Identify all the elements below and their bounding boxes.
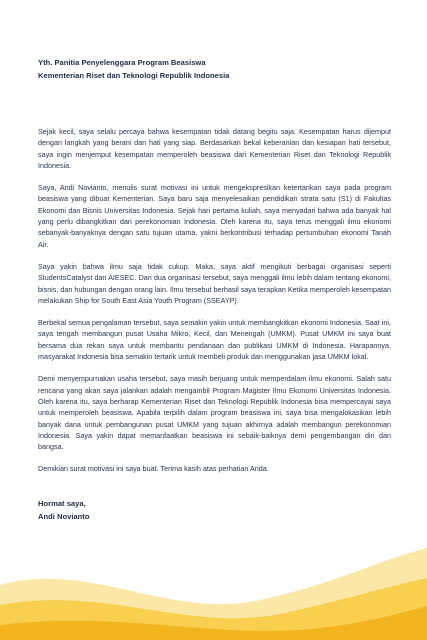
recipient-line-2: Kementerian Riset dan Teknologi Republik Indonesia xyxy=(38,71,230,80)
signer-name: Andi Novianto xyxy=(38,511,90,521)
letter-body xyxy=(38,56,391,523)
wave-light xyxy=(0,548,427,640)
paragraph-5: Demi menyempurnakan usaha tersebut, saya masih berjuang untuk memperdalam ilmu ekonomi. Salah satu rencana yang akan saya jalankan adalah mengambil Program Magister Ilmu Ekonomi Universitas Indonesia. Oleh karena itu, saya berharap Kementerian Riset dan Teknologi Republik Indonesia bisa mempercayai saya untuk memperoleh beasiswa. Apabila terpilih dalam program beasiswa ini, saya bisa mengalokasikan lebih banyak dana untuk pembangunan pusat UMKM yang tujuan akhirnya adalah membangun perekonomian Indonesia. Saya yakin dapat memanfaatkan beasiswa ini sebaik-baiknya demi pengembangan diri dan bangsa. xyxy=(38,374,391,452)
wave-dark xyxy=(0,606,427,640)
sign-off: Hormat saya, xyxy=(38,498,86,508)
recipient-line-1: Yth. Panitia Penyelenggara Program Beasiswa xyxy=(38,58,206,67)
paragraph-4: Berbekal semua pengalaman tersebut, saya semakin yakin untuk membangkitkan ekonomi Indonesia. Saat ini, saya tengah membangun pusat Usaha Mikro, Kecil, dan Menengah (UMKM). Pusat UMKM ini saya buat bersama dua rekan saya untuk membantu pendanaan dan publikasi UMKM di Indonesia. Harapannya, masyarakat Indonesia bisa semakin tertarik untuk membeli produk dan menggunakan jasa UMKM lokal. xyxy=(38,318,391,362)
closing-sentence: Demikian surat motivasi ini saya buat. Terima kasih atas perhatian Anda. xyxy=(38,464,269,474)
paragraph-1: Sejak kecil, saya selalu percaya bahwa kesempatan tidak datang begitu saja. Kesempatan harus dijemput dengan langkah yang berani dan hati yang siap. Berdasarkan bekal keberanian dan kesiapan hati tersebut, saya ingin menjemput kesempatan memperoleh beasiswa dari Kementerian Riset dan Teknologi Republik Indonesia. xyxy=(38,127,391,170)
signature-block xyxy=(38,497,391,523)
wave-mid xyxy=(0,578,427,640)
paragraph-2: Saya, Andi Novianto, menulis surat motivasi ini untuk mengekspresikan ketertarikan saya pada program beasiswa yang dibuat Kementerian. Saya baru saja menyelesaikan pendidikan strata satu (S1) di Fakultas Ekonomi dan Bisnis Universitas Indonesia. Sejak hari pertama kuliah, saya menyadari bahwa ada banyak hal yang perlu dibangkitkan dari perekonomian Indonesia. Oleh karena itu, saya terus menggali ilmu ekonomi sebanyak-banyaknya dengan satu tujuan utama, yakni berkontribusi terhadap pertumbuhan ekonomi Tanah Air. xyxy=(38,183,391,249)
paragraph-3: Saya yakin bahwa ilmu saja tidak cukup. Maka, saya aktif mengikuti berbagai organisasi seperti StudentsCatalyst dan AIESEC. Dari dua organisasi tersebut, saya menggali ilmu lebih dalam tentang ekonomi, bisnis, dan hubungan dengan orang lain. Ilmu tersebut berhasil saya terapkan Ketika memperoleh kesempatan melakukan Ship for South East Asia Youth Program (SSEAYP). xyxy=(38,261,391,305)
